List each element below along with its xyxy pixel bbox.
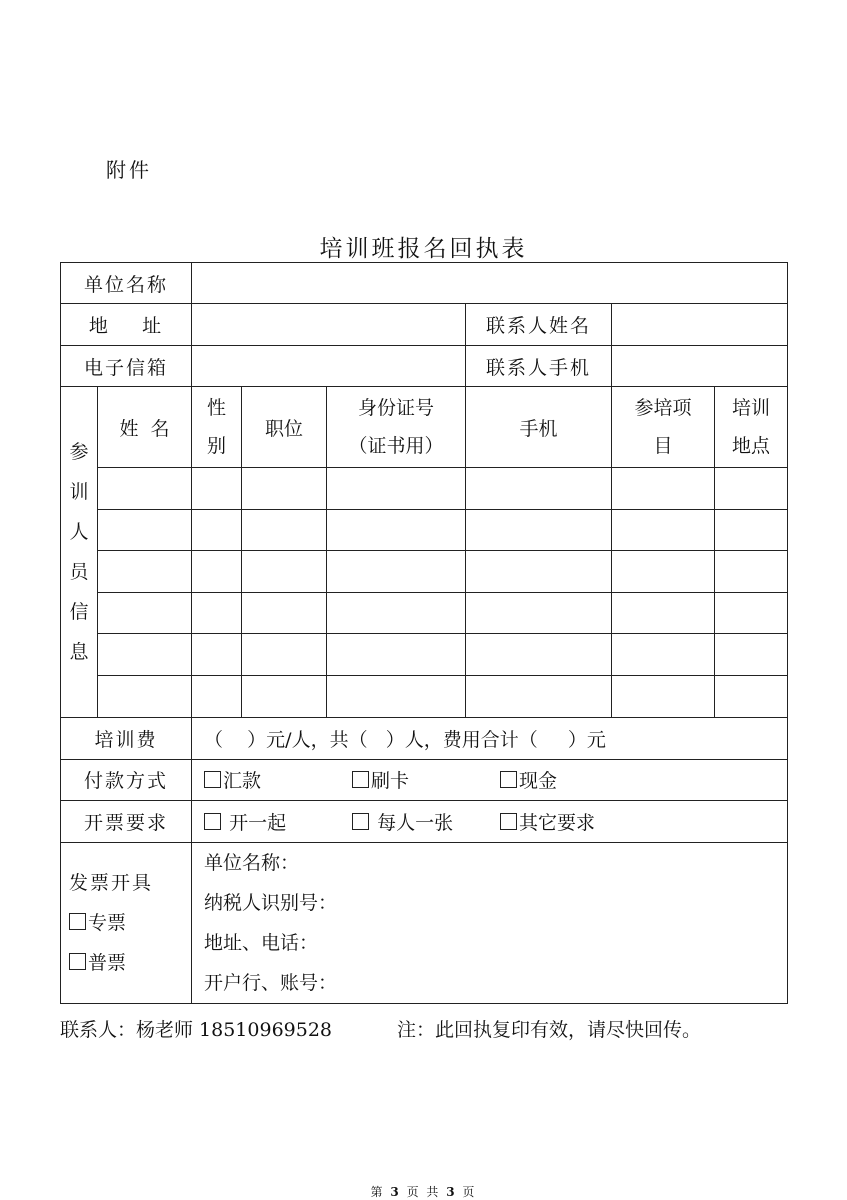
invoice-type-general[interactable]: 普票 [69,943,191,983]
attachment-label: 附件 [106,158,152,182]
invoice-field-bank-account[interactable]: 开户行、账号： [204,971,338,994]
cell[interactable] [466,593,612,634]
participant-row [61,468,788,510]
cell[interactable] [192,593,242,634]
cell[interactable] [192,634,242,676]
invoice-field-tax-id[interactable]: 纳税人识别号： [204,891,338,914]
fee-label: 培训费 [61,717,192,759]
address-field[interactable] [192,304,466,346]
invoice-req-options [192,800,788,842]
cell[interactable] [715,468,788,510]
cell[interactable] [612,593,715,634]
invoice-option-other[interactable]: 其它要求 [500,808,595,835]
cell[interactable] [327,593,466,634]
participant-info-side-label: 参 训 人 员 信 息 [61,387,98,717]
checkbox[interactable] [500,771,517,788]
cell[interactable] [715,634,788,676]
cell[interactable] [715,593,788,634]
participant-row [61,676,788,717]
cell[interactable] [192,676,242,717]
checkbox[interactable] [352,771,369,788]
cell[interactable] [327,676,466,717]
cell[interactable] [466,510,612,551]
checkbox[interactable] [69,953,86,970]
cell[interactable] [466,676,612,717]
cell[interactable] [715,676,788,717]
cell[interactable] [612,676,715,717]
unit-name-label: 单位名称 [61,263,192,304]
cell[interactable] [242,676,327,717]
contact-phone-field[interactable] [612,346,788,387]
cell[interactable] [466,468,612,510]
participant-row [61,593,788,634]
col-header-project: 参培项 目 [612,387,715,468]
cell[interactable] [242,551,327,593]
cell[interactable] [327,510,466,551]
registration-form-table [60,262,788,1004]
invoice-issue-cell [61,842,192,1003]
cell[interactable] [98,510,192,551]
cell[interactable] [327,551,466,593]
payment-options [192,759,788,800]
participant-row [61,551,788,593]
fee-text[interactable]: （ ）元/人，共（ ）人，费用合计（ ）元 [192,717,788,759]
checkbox[interactable] [500,813,517,830]
email-label: 电子信箱 [61,346,192,387]
payment-option-transfer[interactable]: 汇款 [204,766,352,793]
contact-name-field[interactable] [612,304,788,346]
cell[interactable] [715,510,788,551]
cell[interactable] [242,468,327,510]
cell[interactable] [98,468,192,510]
cell[interactable] [327,634,466,676]
unit-name-field[interactable] [192,263,788,304]
col-header-gender: 性 别 [192,387,242,468]
contact-name-label: 联系人姓名 [466,304,612,346]
cell[interactable] [192,551,242,593]
cell[interactable] [242,593,327,634]
payment-option-cash[interactable]: 现金 [500,766,557,793]
contact-phone-label: 联系人手机 [466,346,612,387]
col-header-phone: 手机 [466,387,612,468]
checkbox[interactable] [204,813,221,830]
cell[interactable] [98,551,192,593]
payment-label: 付款方式 [61,759,192,800]
footer-note: 注：此回执复印有效，请尽快回传。 [397,1019,702,1041]
cell[interactable] [192,468,242,510]
invoice-field-unit-name[interactable]: 单位名称： [204,851,300,874]
col-header-id-number: 身份证号 （证书用） [327,387,466,468]
checkbox[interactable] [69,913,86,930]
cell[interactable] [242,510,327,551]
cell[interactable] [98,593,192,634]
page-number: 第 3 页 共 3 页 [370,1185,477,1199]
address-label: 地 址 [61,304,192,346]
cell[interactable] [98,634,192,676]
invoice-fields [192,842,788,1003]
invoice-issue-label: 发票开具 [69,871,154,894]
invoice-field-address-phone[interactable]: 地址、电话： [204,931,319,954]
participant-row [61,510,788,551]
participant-row [61,634,788,676]
cell[interactable] [98,676,192,717]
cell[interactable] [612,551,715,593]
cell[interactable] [242,634,327,676]
payment-option-card[interactable]: 刷卡 [352,766,500,793]
col-header-location: 培训 地点 [715,387,788,468]
col-header-name: 姓 名 [98,387,192,468]
email-field[interactable] [192,346,466,387]
cell[interactable] [466,634,612,676]
cell[interactable] [612,468,715,510]
form-title: 培训班报名回执表 [319,236,528,262]
cell[interactable] [715,551,788,593]
cell[interactable] [327,468,466,510]
col-header-position: 职位 [242,387,327,468]
invoice-option-each[interactable]: 每人一张 [352,808,500,835]
cell[interactable] [612,510,715,551]
cell[interactable] [612,634,715,676]
invoice-req-label: 开票要求 [61,800,192,842]
invoice-type-special[interactable]: 专票 [69,903,191,943]
cell[interactable] [192,510,242,551]
checkbox[interactable] [352,813,369,830]
cell[interactable] [466,551,612,593]
checkbox[interactable] [204,771,221,788]
footer-contact: 联系人：杨老师 18510969528 [60,1019,333,1041]
invoice-option-together[interactable]: 开一起 [204,808,352,835]
